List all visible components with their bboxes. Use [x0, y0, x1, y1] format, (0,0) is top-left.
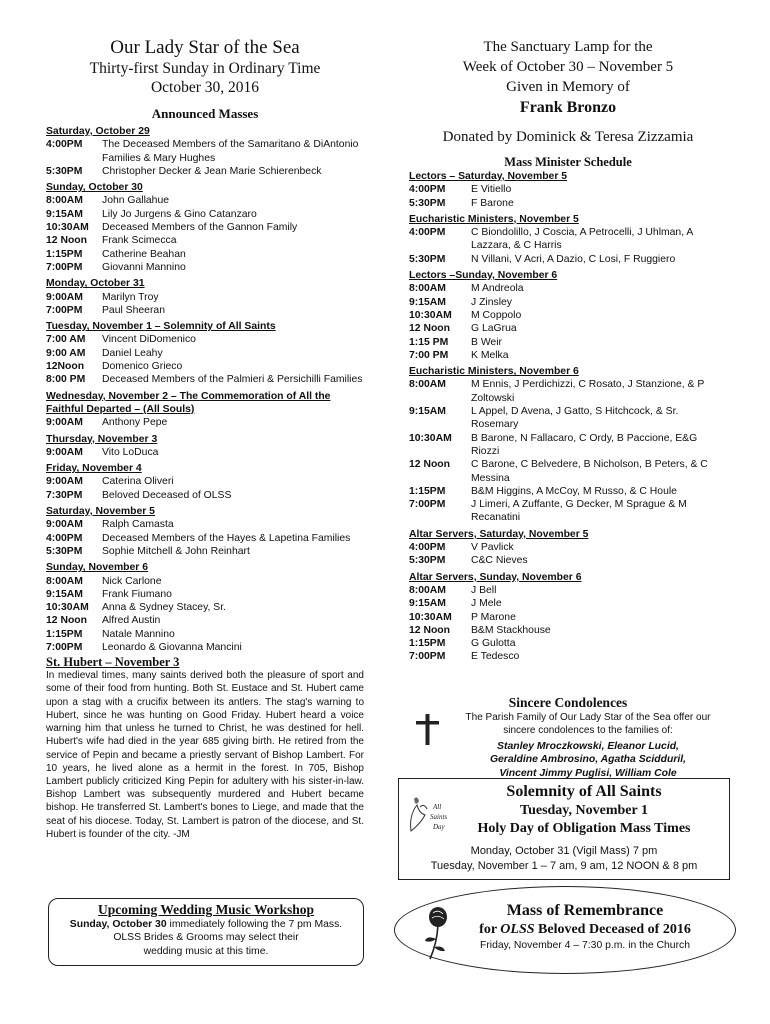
remembrance-date: Friday, November 4 – 7:30 p.m. in the Church — [479, 940, 691, 951]
minister-time: 8:00AM — [409, 283, 446, 295]
mass-text: John Gallahue — [102, 195, 170, 207]
minister-row — [409, 650, 727, 663]
minister-text: J Zinsley — [471, 296, 512, 308]
minister-row — [409, 485, 727, 498]
mass-text: Anthony Pepe — [102, 417, 168, 429]
wedding-workshop-box — [48, 898, 364, 966]
sunday-title: Thirty-first Sunday in Ordinary Time — [89, 60, 321, 77]
masses-list — [46, 125, 364, 654]
mass-row — [46, 360, 364, 373]
minister-text: G LaGrua — [471, 323, 517, 335]
minister-time: 7:00 PM — [409, 349, 449, 361]
remembrance-title: Mass of Remembrance — [506, 902, 664, 919]
minister-time: 12 Noon — [409, 323, 450, 335]
mass-text: Beloved Deceased of OLSS — [102, 489, 232, 501]
right-column — [409, 0, 727, 664]
mass-text: Paul Sheeran — [102, 304, 165, 316]
minister-time: 1:15PM — [409, 485, 446, 497]
minister-time: 1:15 PM — [409, 336, 449, 348]
condolences-section — [409, 686, 727, 780]
minister-time: 1:15PM — [409, 638, 446, 650]
minister-text: M Ennis, J Perdichizzi, C Rosato, J Stanzione, & P Zoltowski — [471, 379, 705, 404]
announced-masses-title: Announced Masses — [151, 106, 259, 121]
mass-row — [46, 518, 364, 531]
minister-text: M Andreola — [471, 283, 524, 295]
all-saints-vigil: Monday, October 31 (Vigil Mass) 7 pm — [470, 845, 658, 857]
minister-row — [409, 296, 727, 309]
mass-text: Vincent DiDomenico — [102, 334, 196, 346]
wedding-line-3: wedding music at this time. — [143, 945, 269, 957]
mass-text: Domenico Grieco — [102, 361, 183, 373]
minister-text: B&M Stackhouse — [471, 624, 551, 636]
minister-time: 4:00PM — [409, 184, 446, 196]
minister-row — [409, 226, 727, 253]
mass-time: 5:30PM — [46, 165, 83, 177]
mass-time: 8:00 PM — [46, 374, 86, 386]
mass-row — [46, 489, 364, 502]
minister-row — [409, 405, 727, 432]
minister-time: 10:30AM — [409, 611, 452, 623]
minister-text: C&C Nieves — [471, 555, 528, 567]
mass-text: Catherine Beahan — [102, 248, 186, 260]
mass-heading: Saturday, November 5 — [46, 506, 155, 518]
minister-time: 4:00PM — [409, 542, 446, 554]
mass-text: Nick Carlone — [102, 575, 162, 587]
minister-time: 4:00PM — [409, 227, 446, 239]
minister-row — [409, 183, 727, 196]
minister-text: C Barone, C Belvedere, B Nicholson, B Peters, & C Messina — [471, 459, 708, 484]
minister-text: F Barone — [471, 197, 514, 209]
mass-time: 9:00AM — [46, 417, 83, 429]
minister-time: 8:00AM — [409, 379, 446, 391]
mass-time: 4:00PM — [46, 139, 83, 151]
mass-time: 10:30AM — [46, 222, 89, 234]
rose-icon — [421, 905, 455, 961]
minister-row — [409, 624, 727, 637]
mass-heading: Friday, November 4 — [46, 463, 142, 475]
all-saints-title: Solemnity of All Saints — [506, 783, 662, 800]
mass-text: Sophie Mitchell & John Reinhart — [102, 545, 250, 557]
mass-row — [46, 347, 364, 360]
minister-time: 12 Noon — [409, 459, 450, 471]
minister-text: E Vitiello — [471, 184, 512, 196]
mass-text: Frank Scimecca — [102, 235, 177, 247]
mass-time: 12 Noon — [46, 235, 87, 247]
mass-row — [46, 373, 364, 386]
mass-time: 9:00AM — [46, 476, 83, 488]
minister-row — [409, 611, 727, 624]
minister-time: 5:30PM — [409, 197, 446, 209]
minister-row — [409, 584, 727, 597]
minister-time: 9:15AM — [409, 406, 446, 418]
minister-time: 9:15AM — [409, 296, 446, 308]
minister-time: 5:30PM — [409, 555, 446, 567]
minister-text: J Bell — [471, 584, 497, 596]
mass-time: 9:15AM — [46, 208, 83, 220]
mass-row — [46, 601, 364, 614]
mass-heading: Sunday, November 6 — [46, 562, 149, 574]
mass-row — [46, 234, 364, 247]
mass-row — [46, 333, 364, 346]
wedding-title: Upcoming Wedding Music Workshop — [98, 902, 314, 917]
mass-text: Marilyn Troy — [102, 291, 159, 303]
minister-row — [409, 253, 727, 266]
minister-row — [409, 458, 727, 485]
minister-text: C Biondolillo, J Coscia, A Petrocelli, J Uhlman, A Lazzara, & C Harris — [471, 227, 693, 252]
minister-text: G Gulotta — [471, 638, 516, 650]
mass-row — [46, 641, 364, 654]
minister-text: B Weir — [471, 336, 502, 348]
wedding-line-2: OLSS Brides & Grooms may select their — [113, 932, 299, 944]
minister-text: M Coppolo — [471, 309, 522, 321]
minister-time: 12 Noon — [409, 624, 450, 636]
minister-row — [409, 378, 727, 405]
mass-time: 9:00 AM — [46, 347, 86, 359]
minister-heading: Eucharistic Ministers, November 5 — [409, 213, 579, 225]
mass-time: 9:00AM — [46, 291, 83, 303]
minister-row — [409, 336, 727, 349]
mass-heading: Thursday, November 3 — [46, 433, 158, 445]
lamp-line-1: The Sanctuary Lamp for the — [483, 39, 653, 55]
mass-text: Frank Fiumano — [102, 588, 172, 600]
lamp-memorial-name: Frank Bronzo — [519, 99, 617, 116]
parish-title: Our Lady Star of the Sea — [110, 37, 300, 58]
mass-heading: Sunday, October 30 — [46, 182, 143, 194]
wedding-line-1: Sunday, October 30 immediately following the 7 pm Mass. — [69, 919, 343, 930]
mass-text: Christopher Decker & Jean Marie Schierenbeck — [102, 165, 322, 177]
all-saints-logo — [405, 793, 447, 839]
mass-time: 10:30AM — [46, 602, 89, 614]
minister-time: 7:00PM — [409, 651, 446, 663]
bulletin-date: October 30, 2016 — [150, 79, 260, 96]
mass-text: Leonardo & Giovanna Mancini — [102, 641, 242, 653]
minister-text: V Pavlick — [471, 542, 514, 554]
condolences-text: The Parish Family of Our Lady Star of the Sea offer our sincere condolences to the families of: — [465, 712, 711, 736]
minister-text: E Tedesco — [471, 651, 520, 663]
mass-heading: Wednesday, November 2 – The Commemoration of All the Faithful Departed – (All Souls) — [46, 390, 331, 415]
mass-text: Natale Mannino — [102, 628, 175, 640]
minister-time: 10:30AM — [409, 309, 452, 321]
minister-row — [409, 282, 727, 295]
minister-row — [409, 554, 727, 567]
mass-row — [46, 446, 364, 459]
mass-time: 4:00PM — [46, 532, 83, 544]
minister-text: B&M Higgins, A McCoy, M Russo, & C Houle — [471, 485, 677, 497]
mass-row — [46, 208, 364, 221]
mass-time: 1:15PM — [46, 248, 83, 260]
condolences-title: Sincere Condolences — [508, 695, 628, 710]
minister-heading: Eucharistic Ministers, November 6 — [409, 366, 579, 378]
mass-text: Giovanni Mannino — [102, 261, 186, 273]
mass-row — [46, 575, 364, 588]
mass-heading: Monday, October 31 — [46, 278, 145, 290]
minister-row — [409, 197, 727, 210]
mass-text: Daniel Leahy — [102, 347, 163, 359]
minister-row — [409, 637, 727, 650]
logo-text-saints: Saints — [430, 813, 447, 821]
mass-time: 1:15PM — [46, 628, 83, 640]
mass-row — [46, 304, 364, 317]
mass-text: Lily Jo Jurgens & Gino Catanzaro — [102, 208, 257, 220]
all-saints-date: Tuesday, November 1 — [520, 803, 648, 818]
minister-row — [409, 541, 727, 554]
minister-row — [409, 349, 727, 362]
minister-text: J Limeri, A Zuffante, G Decker, M Sprague & M Recanatini — [471, 499, 687, 524]
mass-row — [46, 248, 364, 261]
mass-time: 9:00AM — [46, 446, 83, 458]
mass-row — [46, 291, 364, 304]
mass-text: Vito LoDuca — [102, 446, 159, 458]
mass-text: Deceased Members of the Palmieri & Persichilli Families — [102, 374, 363, 386]
minister-text: P Marone — [471, 611, 516, 623]
cross-icon — [413, 712, 443, 746]
minister-time: 7:00PM — [409, 499, 446, 511]
mass-time: 7:00PM — [46, 261, 83, 273]
minister-row — [409, 309, 727, 322]
all-saints-times: Tuesday, November 1 – 7 am, 9 am, 12 NOON & 8 pm — [430, 860, 698, 872]
minister-time: 8:00AM — [409, 584, 446, 596]
hubert-text: In medieval times, many saints derived both the pleasure of sport and some of their food from hunting. Both St. Eustace and St. Hubert came upon a stag with a crucifix between its antlers. The stag's warning to Hubert, since he was hunting on Good Friday. Hubert heard a voice warning him that unless he turned to Christ, he was destined for hell. Hubert's wife had died in the year 685 giving birth. He retired from the service of Pepin and became a priestly servant of Bishop Lambert. For 10 years, he lived alone as a hermit in the forest. In 705, Bishop Lambert publicly criticized King Pepin for adultery with his sister-in-law. Bishop Lambert was subsequently murdered and Hubert became bishop. He transferred St. Lambert's bones to Liege, and made that the seat of his diocese. Today, St. Lambert is patron of the diocese, and St. Hubert is founder of the city. -JM — [46, 670, 364, 840]
mass-text: Deceased Members of the Hayes & Lapetina Families — [102, 532, 351, 544]
mass-time: 12Noon — [46, 361, 85, 373]
minister-time: 5:30PM — [409, 253, 446, 265]
mass-text: The Deceased Members of the Samaritano & DiAntonio Families & Mary Hughes — [102, 139, 359, 164]
mass-row — [46, 138, 364, 165]
lamp-line-2: Week of October 30 – November 5 — [462, 59, 674, 75]
mass-row — [46, 588, 364, 601]
lamp-donated-by: Donated by Dominick & Teresa Zizzamia — [442, 129, 694, 145]
hubert-title: St. Hubert – November 3 — [46, 655, 180, 670]
mass-time: 9:00AM — [46, 519, 83, 531]
minister-text: L Appel, D Avena, J Gatto, S Hitchcock, & Sr. Rosemary — [471, 406, 679, 431]
minister-text: J Mele — [471, 598, 502, 610]
minister-text: B Barone, N Fallacaro, C Ordy, B Paccione, E&G Riozzi — [471, 432, 698, 457]
mass-row — [46, 194, 364, 207]
lamp-line-3: Given in Memory of — [506, 79, 630, 95]
mass-time: 8:00AM — [46, 195, 83, 207]
remembrance-subtitle: for OLSS Beloved Deceased of 2016 — [479, 922, 691, 937]
minister-row — [409, 322, 727, 335]
mass-text: Anna & Sydney Stacey, Sr. — [102, 602, 226, 614]
mass-time: 7:30PM — [46, 489, 83, 501]
mass-text: Deceased Members of the Gannon Family — [102, 222, 298, 234]
minister-schedule-title: Mass Minister Schedule — [504, 155, 632, 169]
mass-time: 12 Noon — [46, 615, 87, 627]
mass-row — [46, 261, 364, 274]
mass-time: 7:00PM — [46, 641, 83, 653]
mass-time: 7:00 AM — [46, 334, 86, 346]
minister-row — [409, 498, 727, 525]
mass-text: Ralph Camasta — [102, 519, 174, 531]
mass-text: Alfred Austin — [102, 615, 161, 627]
mass-time: 9:15AM — [46, 588, 83, 600]
mass-text: Caterina Oliveri — [102, 476, 174, 488]
mass-row — [46, 545, 364, 558]
minister-heading: Altar Servers, Sunday, November 6 — [409, 571, 582, 583]
all-saints-box — [398, 778, 730, 880]
logo-text-day: Day — [433, 823, 445, 831]
minister-time: 9:15AM — [409, 598, 446, 610]
minister-schedule-list — [409, 170, 727, 664]
mass-time: 5:30PM — [46, 545, 83, 557]
mass-row — [46, 614, 364, 627]
mass-time: 7:00PM — [46, 304, 83, 316]
minister-text: N Villani, V Acri, A Dazio, C Losi, F Ruggiero — [471, 253, 676, 265]
minister-text: K Melka — [471, 349, 509, 361]
condolences-names-3: Vincent Jimmy Puglisi, William Cole — [499, 767, 677, 779]
minister-heading: Lectors –Sunday, November 6 — [409, 270, 558, 282]
condolences-names-2: Geraldine Ambrosino, Agatha Scidduril, — [489, 754, 687, 766]
minister-row — [409, 432, 727, 459]
condolences-names-1: Stanley Mroczkowski, Eleanor Lucid, — [497, 741, 679, 752]
mass-row — [46, 416, 364, 429]
mass-row — [46, 628, 364, 641]
mass-row — [46, 221, 364, 234]
minister-row — [409, 597, 727, 610]
mass-heading: Saturday, October 29 — [46, 126, 150, 137]
logo-text-all: All — [433, 803, 442, 811]
remembrance-oval — [394, 886, 736, 974]
left-column — [46, 0, 364, 841]
all-saints-obligation: Holy Day of Obligation Mass Times — [477, 821, 691, 836]
mass-row — [46, 532, 364, 545]
minister-time: 10:30AM — [409, 432, 452, 444]
mass-time: 8:00AM — [46, 575, 83, 587]
minister-heading: Altar Servers, Saturday, November 5 — [409, 528, 589, 540]
mass-row — [46, 165, 364, 178]
mass-heading: Tuesday, November 1 – Solemnity of All Saints — [46, 321, 276, 333]
minister-heading: Lectors – Saturday, November 5 — [409, 171, 568, 182]
mass-row — [46, 475, 364, 488]
